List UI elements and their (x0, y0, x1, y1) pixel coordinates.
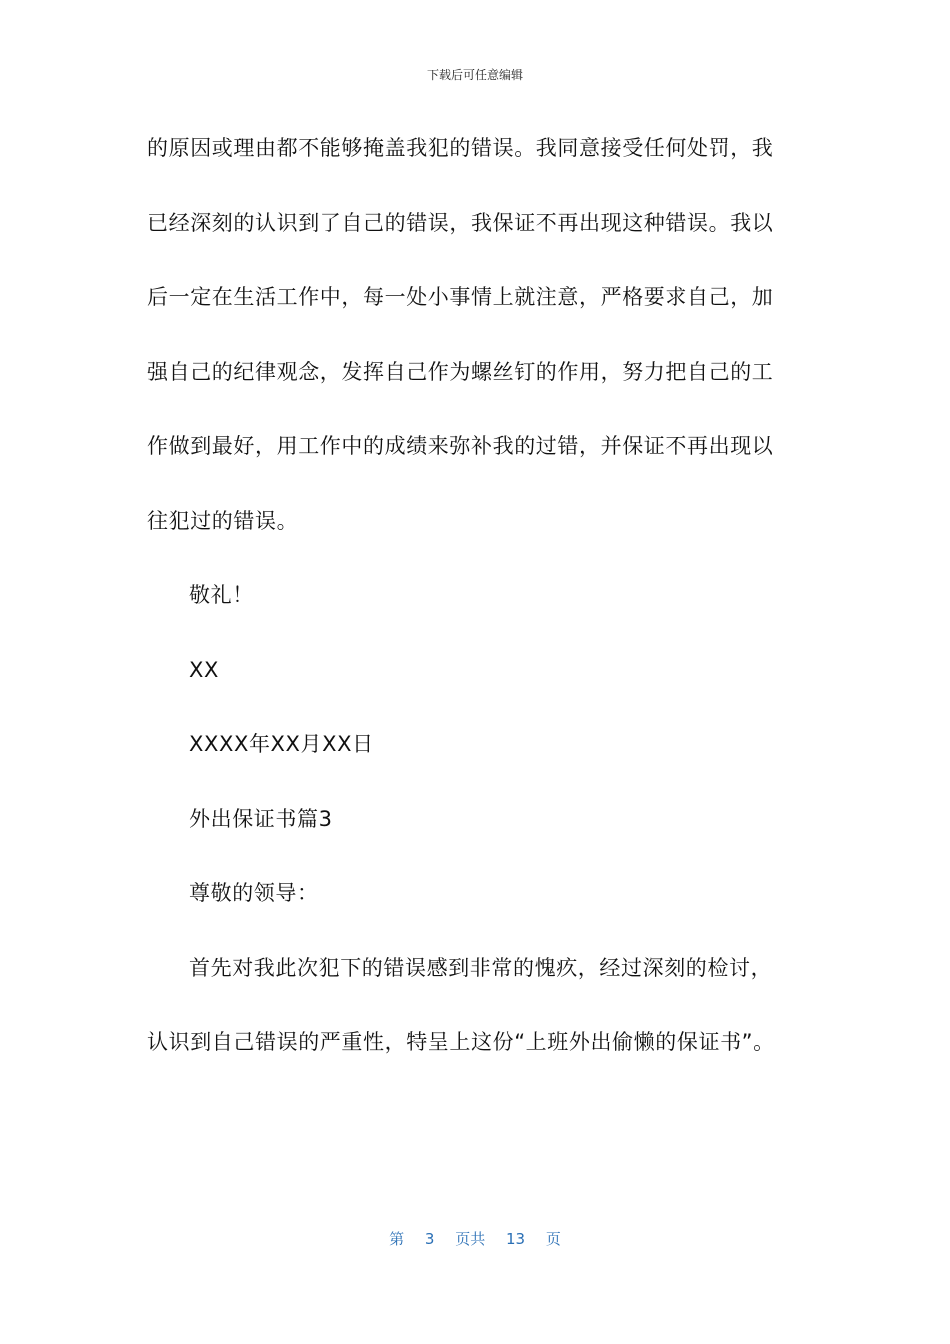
footer-mid: 页共 (455, 1230, 486, 1248)
body-line-6: 往犯过的错误。 (147, 508, 299, 533)
footer-prefix: 第 (389, 1230, 405, 1248)
body-line-4: 强自己的纪律观念，发挥自己作为螺丝钉的作用，努力把自己的工 (147, 359, 774, 384)
date-line: XXXX年XX月XX日 (189, 732, 374, 756)
signature: XX (189, 657, 219, 682)
body-line-2: 已经深刻的认识到了自己的错误，我保证不再出现这种错误。我以 (147, 210, 774, 235)
page-footer (0, 1228, 950, 1249)
closing-salute: 敬礼！ (189, 583, 254, 607)
section-title: 外出保证书篇3 (189, 806, 333, 831)
para2-line-2: 认识到自己错误的严重性，特呈上这份“上班外出偷懒的保证书”。 (147, 1030, 775, 1054)
body-line-5: 作做到最好，用工作中的成绩来弥补我的过错，并保证不再出现以 (147, 434, 774, 458)
document-body (147, 128, 807, 1097)
footer-total-pages: 13 (506, 1230, 526, 1248)
salutation: 尊敬的领导： (189, 881, 319, 905)
para2-line-1: 首先对我此次犯下的错误感到非常的愧疚，经过深刻的检讨， (189, 955, 773, 980)
page-header: 下载后可任意编辑 (426, 68, 523, 82)
footer-page-number: 3 (424, 1230, 435, 1248)
footer-suffix: 页 (545, 1230, 561, 1248)
body-line-3: 后一定在生活工作中，每一处小事情上就注意，严格要求自己，加 (147, 285, 774, 309)
body-line-1: 的原因或理由都不能够掩盖我犯的错误。我同意接受任何处罚，我 (147, 136, 774, 160)
